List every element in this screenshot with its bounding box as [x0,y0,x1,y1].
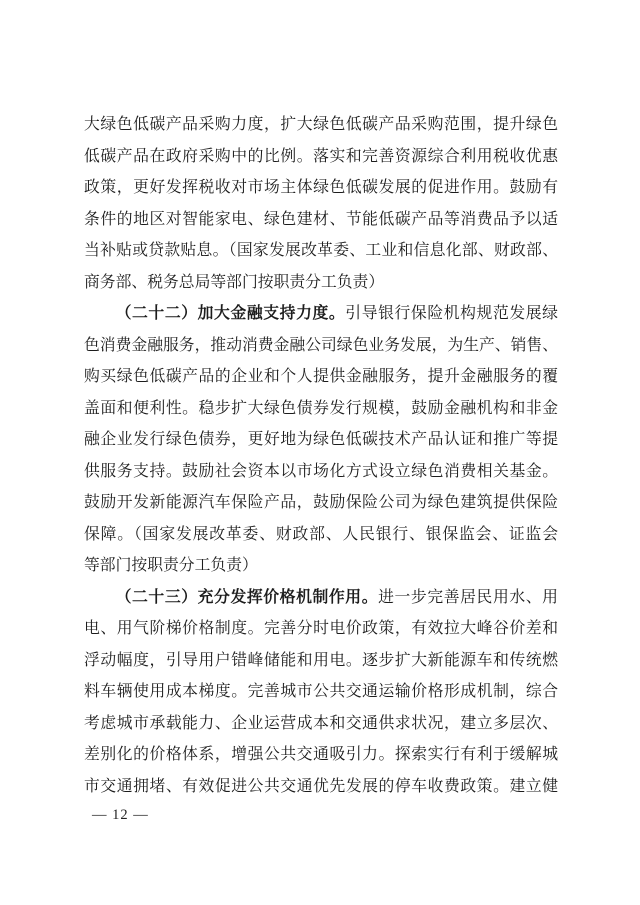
text-line [84,739,558,771]
line-text: 进一步完善居民用水、用 [378,588,558,606]
text-line [84,708,558,740]
text-line-paragraph-start [84,582,558,614]
line-text: 考虑城市承载能力、企业运营成本和交通供求状况，建立多层次、 [84,714,558,732]
text-line-paragraph-end [84,550,558,582]
line-text: 差别化的价格体系，增强公共交通吸引力。探索实行有利于缓解城 [84,746,558,763]
line-text: 低碳产品在政府采购中的比例。落实和完善资源综合利用税收优惠 [84,147,558,165]
line-text: 供服务支持。鼓励社会资本以市场化方式设立绿色消费相关基金。 [84,462,558,480]
line-text: 盖面和便利性。稳步扩大绿色债券发行规模，鼓励金融机构和非金 [84,399,558,417]
line-text: 浮动幅度，引导用户错峰储能和用电。逐步扩大新能源车和传统燃 [84,651,558,669]
text-line [84,645,558,677]
line-text: 商务部、税务总局等部门按职责分工负责） [84,273,385,291]
line-text: 鼓励开发新能源汽车保险产品，鼓励保险公司为绿色建筑提供保险 [84,494,558,511]
text-block [84,109,558,802]
line-text: 料车辆使用成本梯度。完善城市公共交通运输价格形成机制，综合 [84,683,558,700]
line-text: 政策，更好发挥税收对市场主体绿色低碳发展的促进作用。鼓励有 [84,179,558,196]
text-line [84,519,558,551]
text-line-paragraph-start [84,298,558,330]
line-text: 保障。（国家发展改革委、财政部、人民银行、银保监会、证监会 [84,525,558,543]
line-bold-lead: （二十三）充分发挥价格机制作用。 [115,588,379,606]
text-line [84,330,558,362]
line-bold-lead: （二十二）加大金融支持力度。 [115,305,346,322]
text-line [84,771,558,803]
text-line-paragraph-end [84,267,558,299]
text-line [84,676,558,708]
line-text: 电、用气阶梯价格制度。完善分时电价政策，有效拉大峰谷价差和 [84,620,558,637]
text-line [84,141,558,173]
line-text: 购买绿色低碳产品的企业和个人提供金融服务，提升金融服务的覆 [84,368,558,385]
page-number: — 12 — [92,807,149,823]
line-text: 色消费金融服务，推动消费金融公司绿色业务发展，为生产、销售、 [84,336,558,354]
text-line [84,361,558,393]
text-line [84,487,558,519]
text-line [84,109,558,141]
text-line [84,204,558,236]
line-text: 大绿色低碳产品采购力度，扩大绿色低碳产品采购范围，提升绿色 [84,116,558,133]
line-text: 融企业发行绿色债券，更好地为绿色低碳技术产品认证和推广等提 [84,431,558,448]
line-text: 条件的地区对智能家电、绿色建材、节能低碳产品等消费品予以适 [84,210,558,228]
line-text: 引导银行保险机构规范发展绿 [345,305,558,322]
text-line [84,393,558,425]
text-line [84,172,558,204]
line-text: 等部门按职责分工负责） [84,557,258,574]
text-line [84,235,558,267]
text-line [84,456,558,488]
text-line [84,424,558,456]
text-line [84,613,558,645]
line-text: 市交通拥堵、有效促进公共交通优先发展的停车收费政策。建立健 [84,777,558,795]
line-text: 当补贴或贷款贴息。（国家发展改革委、工业和信息化部、财政部、 [84,242,558,259]
